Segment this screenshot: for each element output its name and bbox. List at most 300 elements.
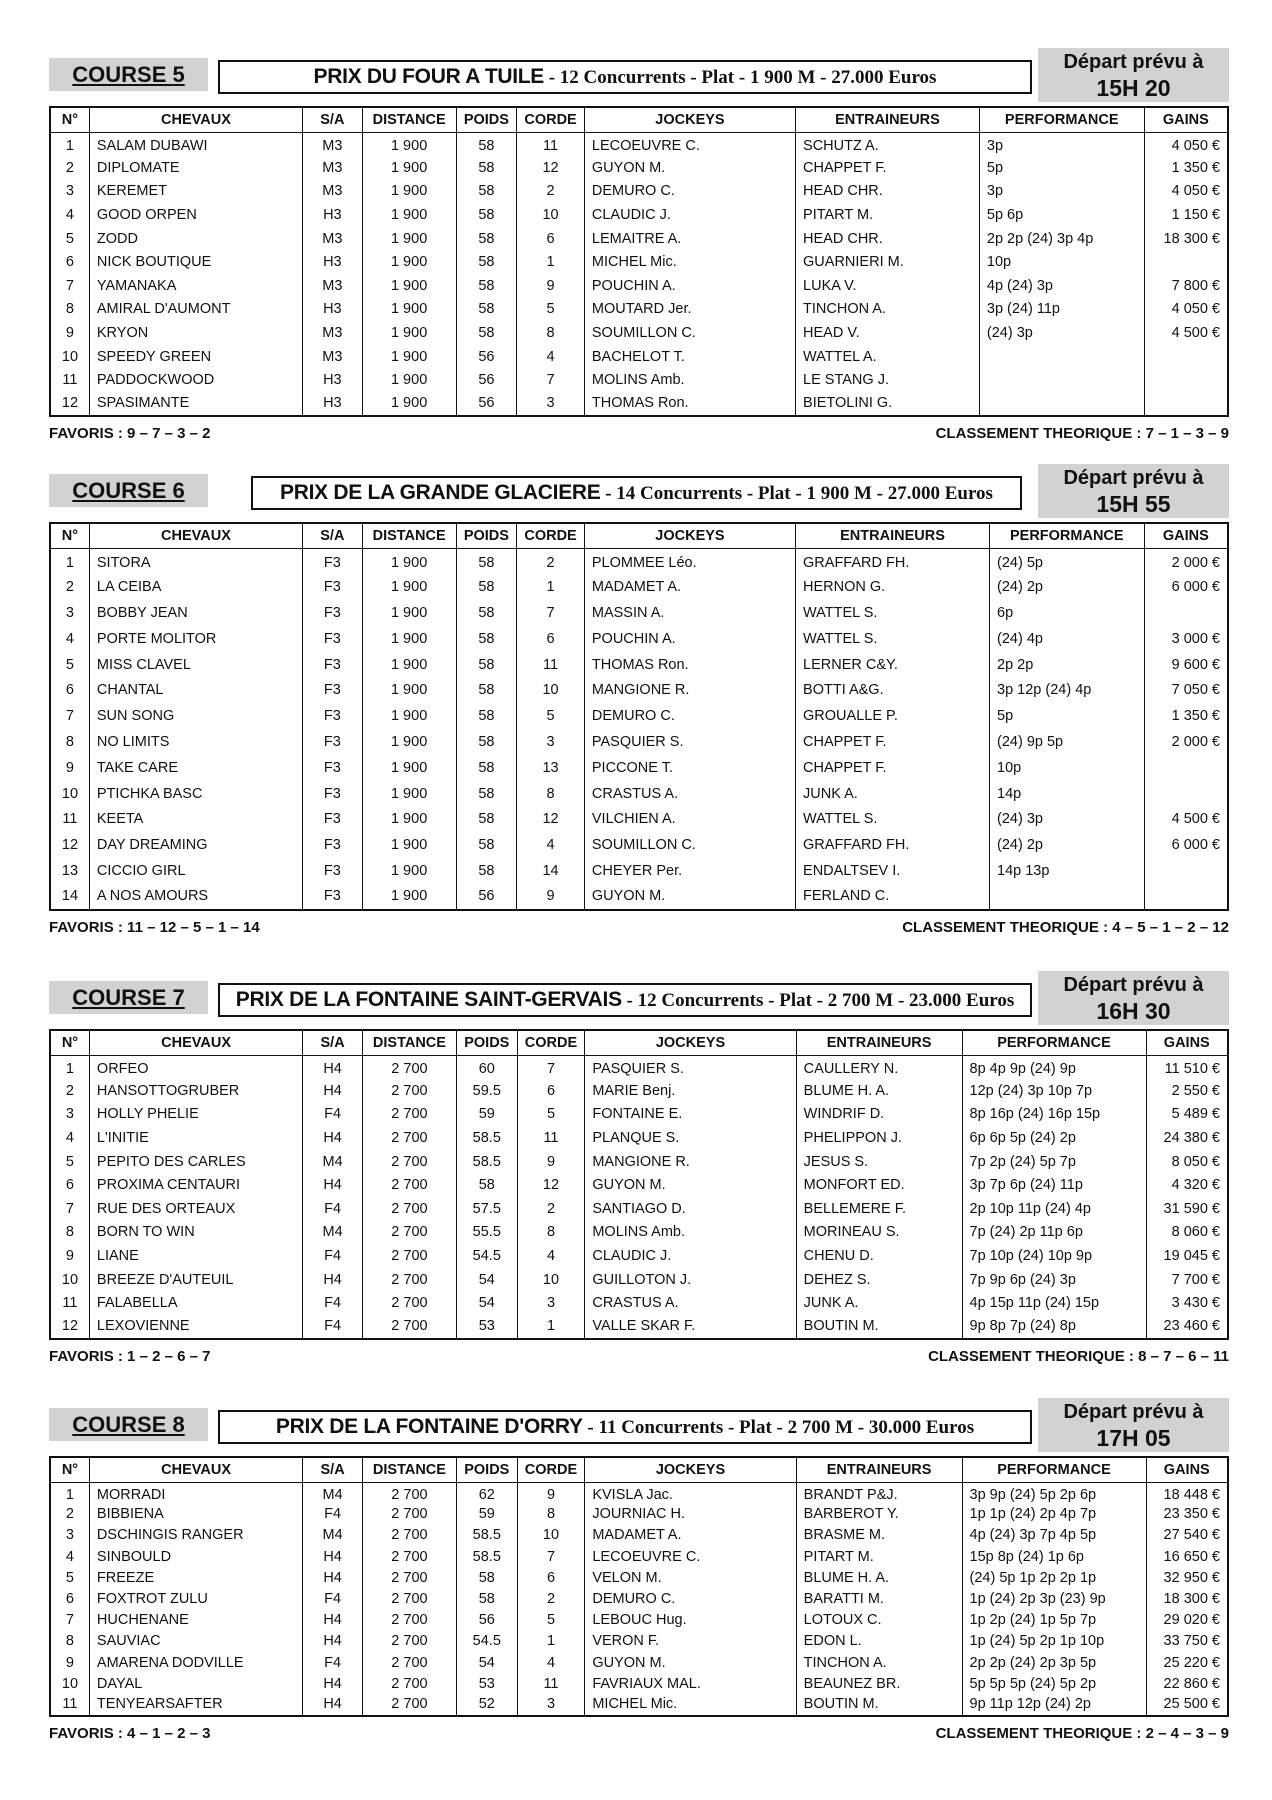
cell-earnings: 7 050 € xyxy=(1144,677,1228,703)
cell-jockey: GUYON M. xyxy=(584,156,795,180)
race-details: - 14 Concurrents - Plat - 1 900 M - 27.000 Euros xyxy=(600,483,993,504)
column-header-trainer: ENTRAINEURS xyxy=(796,523,990,549)
cell-weight: 53 xyxy=(456,1673,517,1694)
cell-distance: 1 900 xyxy=(362,298,456,322)
column-header-earnings: GAINS xyxy=(1144,107,1228,133)
cell-runner-number: 10 xyxy=(50,345,89,369)
cell-sex-age: M3 xyxy=(303,345,363,369)
cell-earnings: 32 950 € xyxy=(1146,1567,1228,1588)
cell-sex-age: M4 xyxy=(303,1483,363,1504)
cell-horse-name: CICCIO GIRL xyxy=(89,858,302,884)
cell-earnings: 4 500 € xyxy=(1144,321,1228,345)
cell-sex-age: H3 xyxy=(303,250,363,274)
table-row xyxy=(50,1631,1228,1652)
cell-performance: 5p 6p xyxy=(979,203,1144,227)
cell-trainer: DEHEZ S. xyxy=(796,1268,962,1292)
table-row xyxy=(50,180,1228,204)
cell-trainer: PITART M. xyxy=(796,1546,962,1567)
table-row xyxy=(50,1056,1228,1080)
course-label: COURSE 5 xyxy=(49,58,208,91)
cell-draw: 4 xyxy=(517,832,585,858)
cell-performance: 7p 10p (24) 10p 9p xyxy=(962,1244,1146,1268)
course-footer xyxy=(49,1717,1229,1747)
table-row xyxy=(50,703,1228,729)
cell-sex-age: H4 xyxy=(303,1268,363,1292)
table-row xyxy=(50,1173,1228,1197)
cell-trainer: BOUTIN M. xyxy=(796,1694,962,1715)
cell-sex-age: F3 xyxy=(303,652,363,678)
cell-jockey: CRASTUS A. xyxy=(585,1291,796,1315)
cell-performance: 15p 8p (24) 1p 6p xyxy=(962,1546,1146,1567)
cell-horse-name: LEXOVIENNE xyxy=(89,1315,302,1339)
cell-weight: 54 xyxy=(456,1268,517,1292)
column-header-earnings: GAINS xyxy=(1144,523,1228,549)
cell-weight: 58 xyxy=(456,227,517,251)
cell-draw: 7 xyxy=(517,600,585,626)
cell-draw: 7 xyxy=(517,1056,585,1080)
cell-trainer: GRAFFARD FH. xyxy=(796,549,990,575)
column-header-weight: POIDS xyxy=(456,107,517,133)
cell-earnings: 6 000 € xyxy=(1144,832,1228,858)
runners-table xyxy=(49,106,1229,417)
table-row xyxy=(50,1315,1228,1339)
cell-performance: 9p 11p 12p (24) 2p xyxy=(962,1694,1146,1715)
cell-runner-number: 10 xyxy=(50,1268,89,1292)
table-row xyxy=(50,227,1228,251)
cell-sex-age: F3 xyxy=(303,600,363,626)
table-row xyxy=(50,1652,1228,1673)
cell-distance: 2 700 xyxy=(362,1173,456,1197)
cell-trainer: GUARNIERI M. xyxy=(796,250,980,274)
classement-theorique: CLASSEMENT THEORIQUE : 2 – 4 – 3 – 9 xyxy=(935,1724,1229,1742)
cell-sex-age: H3 xyxy=(303,368,363,392)
cell-trainer: WATTEL S. xyxy=(796,806,990,832)
cell-weight: 58.5 xyxy=(456,1525,517,1546)
cell-jockey: VILCHIEN A. xyxy=(584,806,795,832)
cell-weight: 58 xyxy=(456,274,517,298)
cell-earnings: 25 220 € xyxy=(1146,1652,1228,1673)
table-body xyxy=(50,1056,1228,1339)
cell-performance: 1p (24) 5p 2p 1p 10p xyxy=(962,1631,1146,1652)
cell-earnings xyxy=(1144,781,1228,807)
cell-jockey: PASQUIER S. xyxy=(585,1056,796,1080)
cell-distance: 1 900 xyxy=(362,884,456,910)
cell-horse-name: L'INITIE xyxy=(89,1126,302,1150)
cell-distance: 1 900 xyxy=(362,626,456,652)
classement-theorique: CLASSEMENT THEORIQUE : 7 – 1 – 3 – 9 xyxy=(935,424,1229,442)
column-header-earnings: GAINS xyxy=(1146,1030,1228,1056)
cell-earnings: 1 150 € xyxy=(1144,203,1228,227)
cell-runner-number: 12 xyxy=(50,392,89,416)
cell-jockey: SANTIAGO D. xyxy=(585,1197,796,1221)
cell-earnings: 18 300 € xyxy=(1146,1588,1228,1609)
cell-performance: 3p xyxy=(979,133,1144,157)
departure-box xyxy=(1038,971,1229,1025)
cell-horse-name: SINBOULD xyxy=(89,1546,302,1567)
cell-weight: 58 xyxy=(456,755,517,781)
table-row xyxy=(50,1268,1228,1292)
cell-trainer: CHAPPET F. xyxy=(796,729,990,755)
cell-earnings: 31 590 € xyxy=(1146,1197,1228,1221)
cell-sex-age: F4 xyxy=(303,1197,363,1221)
cell-performance: 14p 13p xyxy=(990,858,1145,884)
cell-weight: 58 xyxy=(456,1567,517,1588)
cell-weight: 58 xyxy=(456,133,517,157)
table-row xyxy=(50,1504,1228,1525)
cell-earnings: 24 380 € xyxy=(1146,1126,1228,1150)
cell-trainer: BOUTIN M. xyxy=(796,1315,962,1339)
cell-weight: 58 xyxy=(456,180,517,204)
cell-performance: (24) 5p xyxy=(990,549,1145,575)
cell-earnings xyxy=(1144,884,1228,910)
cell-draw: 9 xyxy=(517,884,585,910)
column-header-sex-age: S/A xyxy=(303,523,363,549)
cell-horse-name: BORN TO WIN xyxy=(89,1221,302,1245)
cell-draw: 9 xyxy=(517,1150,585,1174)
cell-jockey: GUYON M. xyxy=(585,1652,796,1673)
cell-distance: 2 700 xyxy=(362,1673,456,1694)
cell-runner-number: 3 xyxy=(50,1525,89,1546)
cell-horse-name: SAUVIAC xyxy=(89,1631,302,1652)
cell-earnings: 25 500 € xyxy=(1146,1694,1228,1715)
cell-distance: 2 700 xyxy=(362,1315,456,1339)
cell-distance: 1 900 xyxy=(362,392,456,416)
cell-trainer: LOTOUX C. xyxy=(796,1610,962,1631)
cell-runner-number: 9 xyxy=(50,321,89,345)
race-details: - 11 Concurrents - Plat - 2 700 M - 30.000 Euros xyxy=(582,1417,975,1438)
cell-distance: 1 900 xyxy=(362,180,456,204)
table-row xyxy=(50,1694,1228,1715)
table-row xyxy=(50,1588,1228,1609)
column-header-jockey: JOCKEYS xyxy=(584,523,795,549)
table-row xyxy=(50,392,1228,416)
cell-jockey: DEMURO C. xyxy=(584,180,795,204)
cell-earnings: 3 000 € xyxy=(1144,626,1228,652)
cell-horse-name: KRYON xyxy=(89,321,302,345)
cell-jockey: GUYON M. xyxy=(585,1173,796,1197)
cell-weight: 58 xyxy=(456,1173,517,1197)
table-row xyxy=(50,345,1228,369)
cell-runner-number: 3 xyxy=(50,600,89,626)
cell-earnings: 1 350 € xyxy=(1144,703,1228,729)
table-row xyxy=(50,1150,1228,1174)
cell-earnings: 7 800 € xyxy=(1144,274,1228,298)
cell-trainer: JUNK A. xyxy=(796,1291,962,1315)
cell-runner-number: 7 xyxy=(50,703,89,729)
cell-horse-name: DIPLOMATE xyxy=(89,156,302,180)
cell-weight: 58 xyxy=(456,1588,517,1609)
cell-draw: 4 xyxy=(517,345,585,369)
cell-distance: 2 700 xyxy=(362,1079,456,1103)
table-body xyxy=(50,1483,1228,1716)
cell-earnings xyxy=(1144,250,1228,274)
cell-runner-number: 4 xyxy=(50,626,89,652)
cell-trainer: TINCHON A. xyxy=(796,298,980,322)
cell-draw: 6 xyxy=(517,1567,585,1588)
cell-trainer: EDON L. xyxy=(796,1631,962,1652)
cell-sex-age: F4 xyxy=(303,1315,363,1339)
cell-performance: 1p 1p (24) 2p 4p 7p xyxy=(962,1504,1146,1525)
favoris: FAVORIS : 9 – 7 – 3 – 2 xyxy=(49,424,211,442)
cell-jockey: MOUTARD Jer. xyxy=(584,298,795,322)
cell-weight: 58.5 xyxy=(456,1150,517,1174)
cell-weight: 58 xyxy=(456,832,517,858)
cell-horse-name: TENYEARSAFTER xyxy=(89,1694,302,1715)
table-row xyxy=(50,1221,1228,1245)
column-header-jockey: JOCKEYS xyxy=(585,1030,796,1056)
cell-performance: 5p xyxy=(979,156,1144,180)
cell-draw: 4 xyxy=(517,1652,585,1673)
cell-performance: 5p xyxy=(990,703,1145,729)
cell-performance: 3p xyxy=(979,180,1144,204)
cell-sex-age: F3 xyxy=(303,884,363,910)
course-footer xyxy=(49,911,1229,941)
cell-trainer: BOTTI A&G. xyxy=(796,677,990,703)
table-row xyxy=(50,1546,1228,1567)
cell-draw: 9 xyxy=(517,274,585,298)
column-header-weight: POIDS xyxy=(456,523,517,549)
cell-draw: 11 xyxy=(517,652,585,678)
cell-weight: 58 xyxy=(456,574,517,600)
cell-draw: 10 xyxy=(517,1525,585,1546)
cell-sex-age: F3 xyxy=(303,832,363,858)
cell-jockey: MADAMET A. xyxy=(584,574,795,600)
cell-distance: 2 700 xyxy=(362,1221,456,1245)
departure-time: 17H 05 xyxy=(1096,1425,1171,1451)
cell-runner-number: 2 xyxy=(50,574,89,600)
cell-performance: 8p 4p 9p (24) 9p xyxy=(962,1056,1146,1080)
cell-horse-name: YAMANAKA xyxy=(89,274,302,298)
departure-label: Départ prévu à xyxy=(1063,467,1204,489)
cell-draw: 2 xyxy=(517,1197,585,1221)
cell-weight: 60 xyxy=(456,1056,517,1080)
table-row xyxy=(50,755,1228,781)
cell-sex-age: H4 xyxy=(303,1673,363,1694)
cell-distance: 1 900 xyxy=(362,858,456,884)
cell-distance: 2 700 xyxy=(362,1197,456,1221)
cell-performance: 3p 12p (24) 4p xyxy=(990,677,1145,703)
cell-trainer: BLUME H. A. xyxy=(796,1079,962,1103)
column-header-draw: CORDE xyxy=(517,1030,585,1056)
cell-runner-number: 11 xyxy=(50,1291,89,1315)
cell-runner-number: 1 xyxy=(50,1483,89,1504)
cell-trainer: ENDALTSEV I. xyxy=(796,858,990,884)
cell-earnings: 22 860 € xyxy=(1146,1673,1228,1694)
cell-performance: (24) 4p xyxy=(990,626,1145,652)
cell-earnings xyxy=(1144,600,1228,626)
cell-horse-name: LA CEIBA xyxy=(89,574,302,600)
cell-draw: 11 xyxy=(517,1126,585,1150)
cell-performance: 4p (24) 3p 7p 4p 5p xyxy=(962,1525,1146,1546)
cell-sex-age: H4 xyxy=(303,1079,363,1103)
cell-runner-number: 5 xyxy=(50,227,89,251)
cell-distance: 1 900 xyxy=(362,368,456,392)
cell-distance: 2 700 xyxy=(362,1567,456,1588)
cell-distance: 2 700 xyxy=(362,1588,456,1609)
cell-sex-age: H4 xyxy=(303,1694,363,1715)
cell-horse-name: LIANE xyxy=(89,1244,302,1268)
course-header xyxy=(49,464,1229,522)
cell-draw: 1 xyxy=(517,1631,585,1652)
cell-draw: 3 xyxy=(517,392,585,416)
cell-weight: 53 xyxy=(456,1315,517,1339)
cell-runner-number: 10 xyxy=(50,781,89,807)
cell-horse-name: CHANTAL xyxy=(89,677,302,703)
cell-earnings: 1 350 € xyxy=(1144,156,1228,180)
table-row xyxy=(50,574,1228,600)
column-header-horse-name: CHEVAUX xyxy=(89,107,302,133)
cell-earnings: 4 050 € xyxy=(1144,133,1228,157)
cell-weight: 58 xyxy=(456,321,517,345)
cell-distance: 1 900 xyxy=(362,549,456,575)
cell-weight: 58 xyxy=(456,703,517,729)
cell-runner-number: 6 xyxy=(50,1588,89,1609)
table-row xyxy=(50,1483,1228,1504)
cell-runner-number: 11 xyxy=(50,806,89,832)
cell-weight: 56 xyxy=(456,884,517,910)
column-header-runner-number: N° xyxy=(50,523,89,549)
course-label: COURSE 7 xyxy=(49,981,208,1014)
column-header-performance: PERFORMANCE xyxy=(962,1030,1146,1056)
race-title-box xyxy=(218,60,1032,94)
cell-distance: 2 700 xyxy=(362,1610,456,1631)
column-header-runner-number: N° xyxy=(50,1457,89,1483)
cell-trainer: CHAPPET F. xyxy=(796,156,980,180)
cell-jockey: PLANQUE S. xyxy=(585,1126,796,1150)
cell-sex-age: M4 xyxy=(303,1525,363,1546)
cell-sex-age: F4 xyxy=(303,1244,363,1268)
table-row xyxy=(50,626,1228,652)
cell-distance: 1 900 xyxy=(362,227,456,251)
departure-box xyxy=(1038,1398,1229,1452)
cell-distance: 2 700 xyxy=(362,1268,456,1292)
cell-weight: 58 xyxy=(456,806,517,832)
cell-weight: 54.5 xyxy=(456,1631,517,1652)
cell-draw: 7 xyxy=(517,1546,585,1567)
cell-horse-name: KEREMET xyxy=(89,180,302,204)
cell-jockey: MADAMET A. xyxy=(585,1525,796,1546)
table-row xyxy=(50,652,1228,678)
cell-horse-name: AMARENA DODVILLE xyxy=(89,1652,302,1673)
cell-horse-name: DSCHINGIS RANGER xyxy=(89,1525,302,1546)
cell-horse-name: A NOS AMOURS xyxy=(89,884,302,910)
cell-sex-age: M3 xyxy=(303,274,363,298)
column-header-draw: CORDE xyxy=(517,523,585,549)
cell-trainer: CHENU D. xyxy=(796,1244,962,1268)
cell-distance: 1 900 xyxy=(362,600,456,626)
cell-jockey: POUCHIN A. xyxy=(584,274,795,298)
cell-sex-age: F3 xyxy=(303,806,363,832)
cell-performance: 6p xyxy=(990,600,1145,626)
cell-jockey: BACHELOT T. xyxy=(584,345,795,369)
cell-runner-number: 3 xyxy=(50,180,89,204)
cell-horse-name: NO LIMITS xyxy=(89,729,302,755)
cell-draw: 11 xyxy=(517,1673,585,1694)
course-label: COURSE 8 xyxy=(49,1408,208,1441)
cell-sex-age: F3 xyxy=(303,781,363,807)
cell-runner-number: 2 xyxy=(50,156,89,180)
cell-jockey: LEBOUC Hug. xyxy=(585,1610,796,1631)
table-header-row xyxy=(50,1457,1228,1483)
cell-draw: 6 xyxy=(517,227,585,251)
cell-horse-name: RUE DES ORTEAUX xyxy=(89,1197,302,1221)
cell-weight: 56 xyxy=(456,1610,517,1631)
cell-runner-number: 10 xyxy=(50,1673,89,1694)
cell-horse-name: SITORA xyxy=(89,549,302,575)
cell-sex-age: F4 xyxy=(303,1291,363,1315)
cell-horse-name: FREEZE xyxy=(89,1567,302,1588)
cell-horse-name: SPEEDY GREEN xyxy=(89,345,302,369)
cell-weight: 58 xyxy=(456,781,517,807)
cell-weight: 58 xyxy=(456,729,517,755)
column-header-distance: DISTANCE xyxy=(362,523,456,549)
table-row xyxy=(50,321,1228,345)
table-header-row xyxy=(50,107,1228,133)
course-header xyxy=(49,971,1229,1029)
cell-draw: 3 xyxy=(517,729,585,755)
column-header-weight: POIDS xyxy=(456,1030,517,1056)
cell-sex-age: F4 xyxy=(303,1652,363,1673)
cell-distance: 2 700 xyxy=(362,1126,456,1150)
cell-performance: 5p 5p 5p (24) 5p 2p xyxy=(962,1673,1146,1694)
cell-jockey: PICCONE T. xyxy=(584,755,795,781)
table-row xyxy=(50,156,1228,180)
cell-trainer: BARBEROT Y. xyxy=(796,1504,962,1525)
cell-earnings: 4 050 € xyxy=(1144,180,1228,204)
cell-horse-name: HUCHENANE xyxy=(89,1610,302,1631)
cell-distance: 2 700 xyxy=(362,1525,456,1546)
cell-draw: 4 xyxy=(517,1244,585,1268)
column-header-distance: DISTANCE xyxy=(362,107,456,133)
cell-runner-number: 9 xyxy=(50,1244,89,1268)
column-header-trainer: ENTRAINEURS xyxy=(796,107,980,133)
cell-trainer: JESUS S. xyxy=(796,1150,962,1174)
table-row xyxy=(50,368,1228,392)
departure-box xyxy=(1038,48,1229,102)
cell-weight: 58 xyxy=(456,677,517,703)
cell-draw: 14 xyxy=(517,858,585,884)
cell-performance: 10p xyxy=(990,755,1145,781)
cell-weight: 58 xyxy=(456,298,517,322)
cell-jockey: PLOMMEE Léo. xyxy=(584,549,795,575)
cell-earnings: 4 320 € xyxy=(1146,1173,1228,1197)
cell-jockey: VELON M. xyxy=(585,1567,796,1588)
cell-distance: 1 900 xyxy=(362,703,456,729)
cell-runner-number: 1 xyxy=(50,549,89,575)
cell-trainer: BLUME H. A. xyxy=(796,1567,962,1588)
cell-trainer: LERNER C&Y. xyxy=(796,652,990,678)
column-header-trainer: ENTRAINEURS xyxy=(796,1457,962,1483)
column-header-runner-number: N° xyxy=(50,107,89,133)
cell-distance: 1 900 xyxy=(362,274,456,298)
table-body xyxy=(50,133,1228,416)
cell-performance: 4p (24) 3p xyxy=(979,274,1144,298)
cell-trainer: JUNK A. xyxy=(796,781,990,807)
cell-earnings: 33 750 € xyxy=(1146,1631,1228,1652)
cell-jockey: CHEYER Per. xyxy=(584,858,795,884)
cell-horse-name: PEPITO DES CARLES xyxy=(89,1150,302,1174)
cell-trainer: WINDRIF D. xyxy=(796,1103,962,1127)
cell-earnings: 18 448 € xyxy=(1146,1483,1228,1504)
cell-jockey: GUYON M. xyxy=(584,884,795,910)
cell-trainer: PITART M. xyxy=(796,203,980,227)
cell-draw: 11 xyxy=(517,133,585,157)
cell-jockey: MOLINS Amb. xyxy=(585,1221,796,1245)
cell-runner-number: 2 xyxy=(50,1079,89,1103)
race-title-box xyxy=(218,983,1032,1017)
cell-sex-age: H3 xyxy=(303,392,363,416)
column-header-horse-name: CHEVAUX xyxy=(89,1457,302,1483)
